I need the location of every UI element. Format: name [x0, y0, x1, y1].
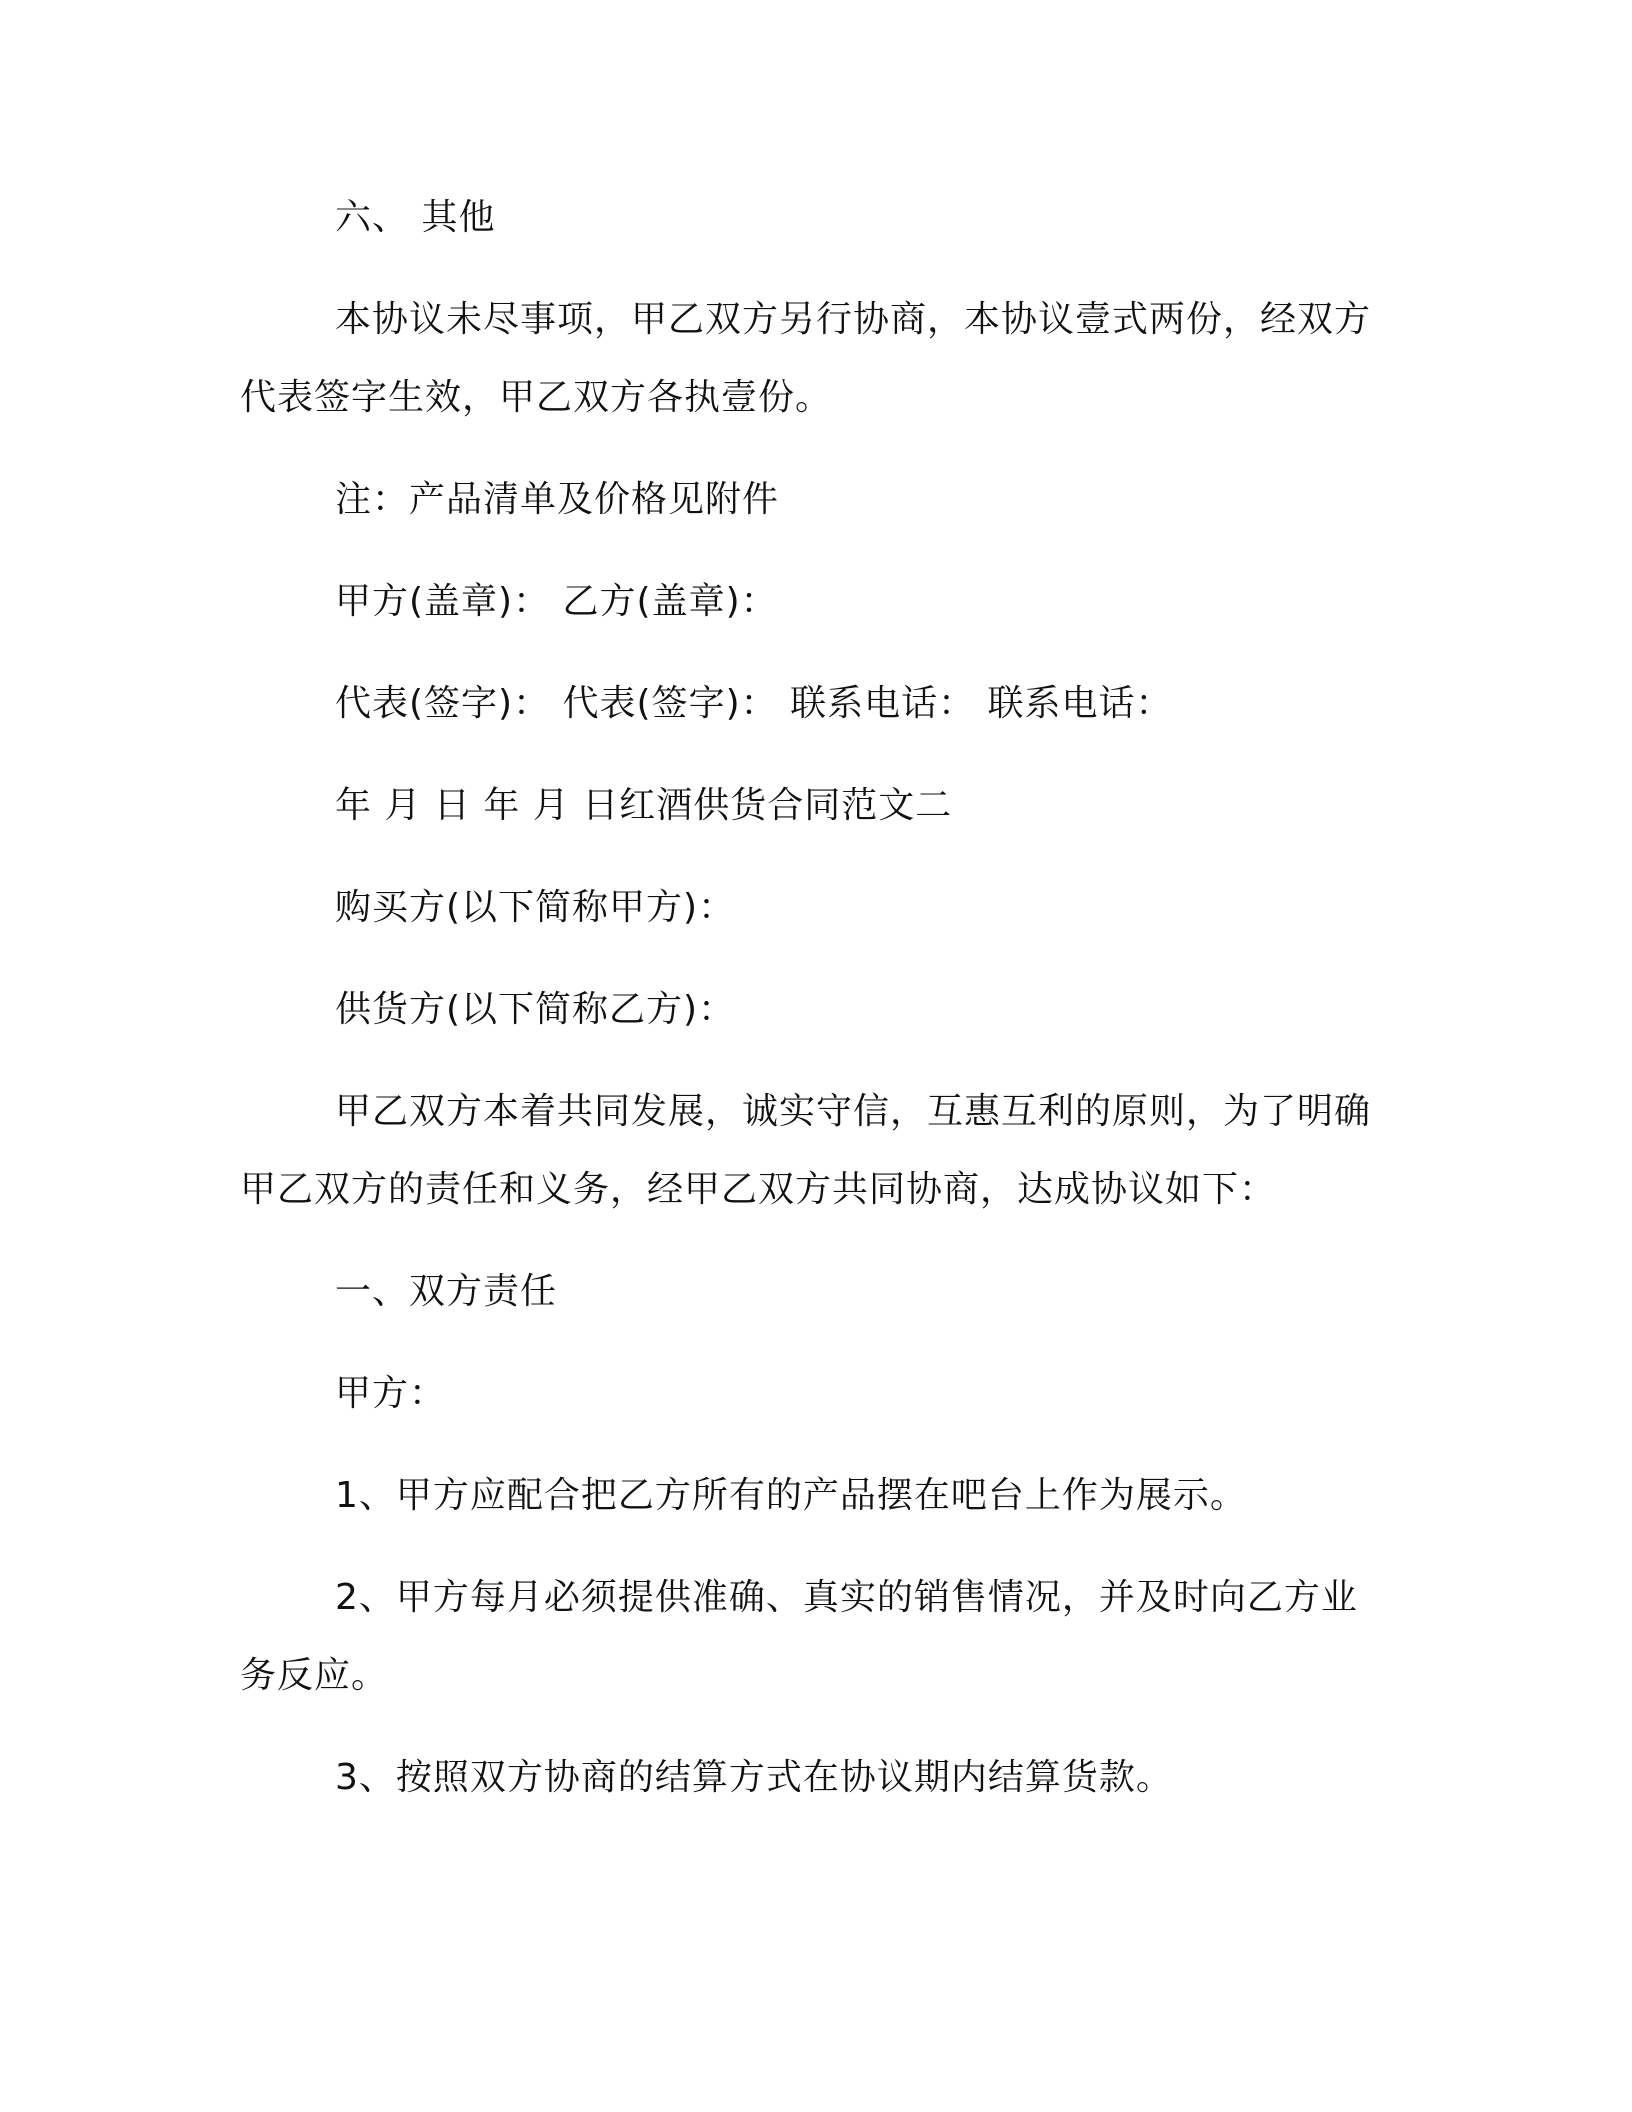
paragraph-line: 甲乙双方本着共同发展，诚实守信，互惠互利的原则，为了明确	[335, 1091, 1372, 1132]
seal-line: 甲方(盖章)： 乙方(盖章)：	[335, 581, 778, 622]
supplier-line: 供货方(以下简称乙方)：	[335, 989, 736, 1030]
list-item: 3、按照双方协商的结算方式在协议期内结算货款。	[335, 1757, 1173, 1798]
date-and-title-line: 年 月 日 年 月 日红酒供货合同范文二	[335, 785, 953, 826]
buyer-line: 购买方(以下简称甲方)：	[335, 887, 736, 928]
signature-line: 代表(签字)： 代表(签字)： 联系电话： 联系电话：	[335, 683, 1173, 724]
section-heading-responsibilities: 一、双方责任	[335, 1271, 558, 1312]
party-a-label: 甲方：	[335, 1373, 447, 1414]
list-item: 2、甲方每月必须提供准确、真实的销售情况，并及时向乙方业	[335, 1577, 1358, 1618]
attachment-note: 注：产品清单及价格见附件	[335, 479, 780, 520]
section-heading-other: 六、 其他	[335, 197, 496, 238]
paragraph-line: 代表签字生效，甲乙双方各执壹份。	[240, 377, 833, 418]
list-item: 1、甲方应配合把乙方所有的产品摆在吧台上作为展示。	[335, 1475, 1247, 1516]
paragraph-line: 本协议未尽事项，甲乙双方另行协商，本协议壹式两份，经双方	[335, 299, 1372, 340]
paragraph-line: 甲乙双方的责任和义务，经甲乙双方共同协商，达成协议如下：	[240, 1169, 1277, 1210]
list-item-continuation: 务反应。	[240, 1655, 389, 1696]
